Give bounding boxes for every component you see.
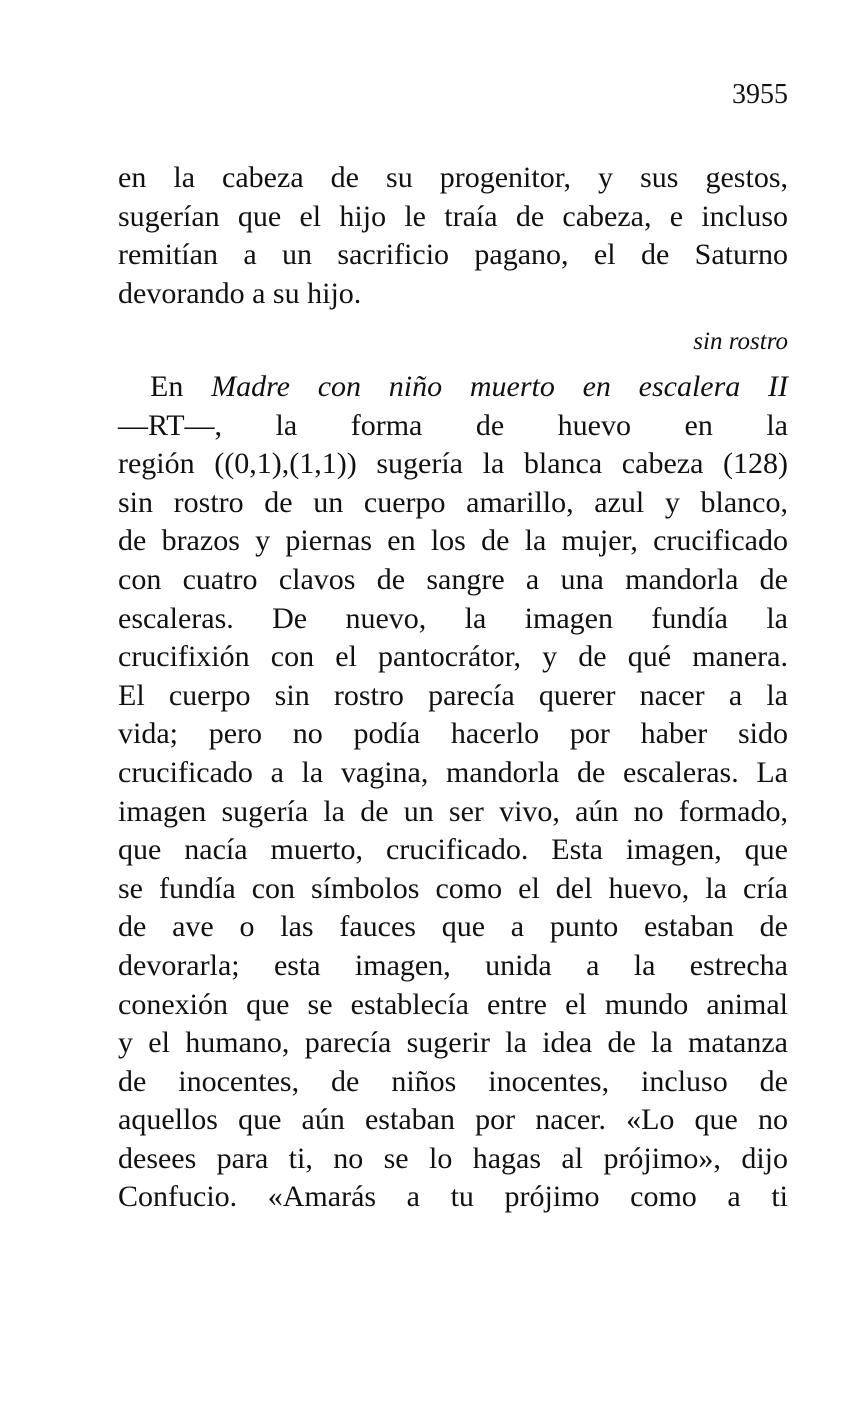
margin-note: sin rostro [693, 328, 788, 355]
text-line: sugerían que el hijo le traía de cabeza, e incluso [118, 199, 788, 233]
artwork-title: Madre con niño muerto en escalera II [211, 370, 788, 403]
text-line: en la cabeza de su progenitor, y sus gestos, [118, 161, 788, 194]
text-line: crucifixión con el pantocrátor, y de qué manera. [118, 640, 788, 674]
text-line: se fundía con símbolos como el del huevo, la cría [118, 871, 788, 905]
text-line: remitían a un sacrificio pagano, el de Saturno [118, 238, 788, 272]
text-line: y el humano, parecía sugerir la idea de la matanza [118, 1026, 788, 1060]
text-line: escaleras. De nuevo, la imagen fundía la [118, 601, 788, 635]
text-line: con cuatro clavos de sangre a una mandorla de [118, 562, 788, 596]
text-line: de brazos y piernas en los de la mujer, crucificado [118, 524, 788, 558]
text-line: que nacía muerto, crucificado. Esta imagen, que [118, 833, 788, 867]
text-line: —RT—, la forma de huevo en la [118, 408, 788, 442]
text-line: vida; pero no podía hacerlo por haber sido [118, 717, 788, 751]
text-line-first [118, 368, 788, 407]
text-line: El cuerpo sin rostro parecía querer nacer a la [118, 678, 788, 712]
text-line: imagen sugería la de un ser vivo, aún no formado, [118, 794, 788, 828]
text-line: crucificado a la vagina, mandorla de escaleras. La [118, 755, 788, 789]
text-line: de inocentes, de niños inocentes, incluso de [118, 1064, 788, 1098]
text-line: aquellos que aún estaban por nacer. «Lo que no [118, 1103, 788, 1137]
text-line: Confucio. «Amarás a tu prójimo como a ti [118, 1180, 788, 1214]
text-line: devorarla; esta imagen, unida a la estrecha [118, 948, 788, 982]
paragraph-2 [118, 368, 788, 1217]
text-line: conexión que se establecía entre el mundo animal [118, 987, 788, 1021]
text-line: devorando a su hijo. [118, 276, 362, 310]
paragraph-1 [118, 159, 788, 313]
text-prefix: En [150, 370, 212, 403]
text-line: de ave o las fauces que a punto estaban de [118, 910, 788, 944]
text-line: región ((0,1),(1,1)) sugería la blanca cabeza (128) [118, 447, 788, 481]
text-line: desees para ti, no se lo hagas al prójimo», dijo [118, 1141, 788, 1175]
page-number: 3955 [732, 79, 788, 110]
text-line: sin rostro de un cuerpo amarillo, azul y blanco, [118, 485, 788, 519]
